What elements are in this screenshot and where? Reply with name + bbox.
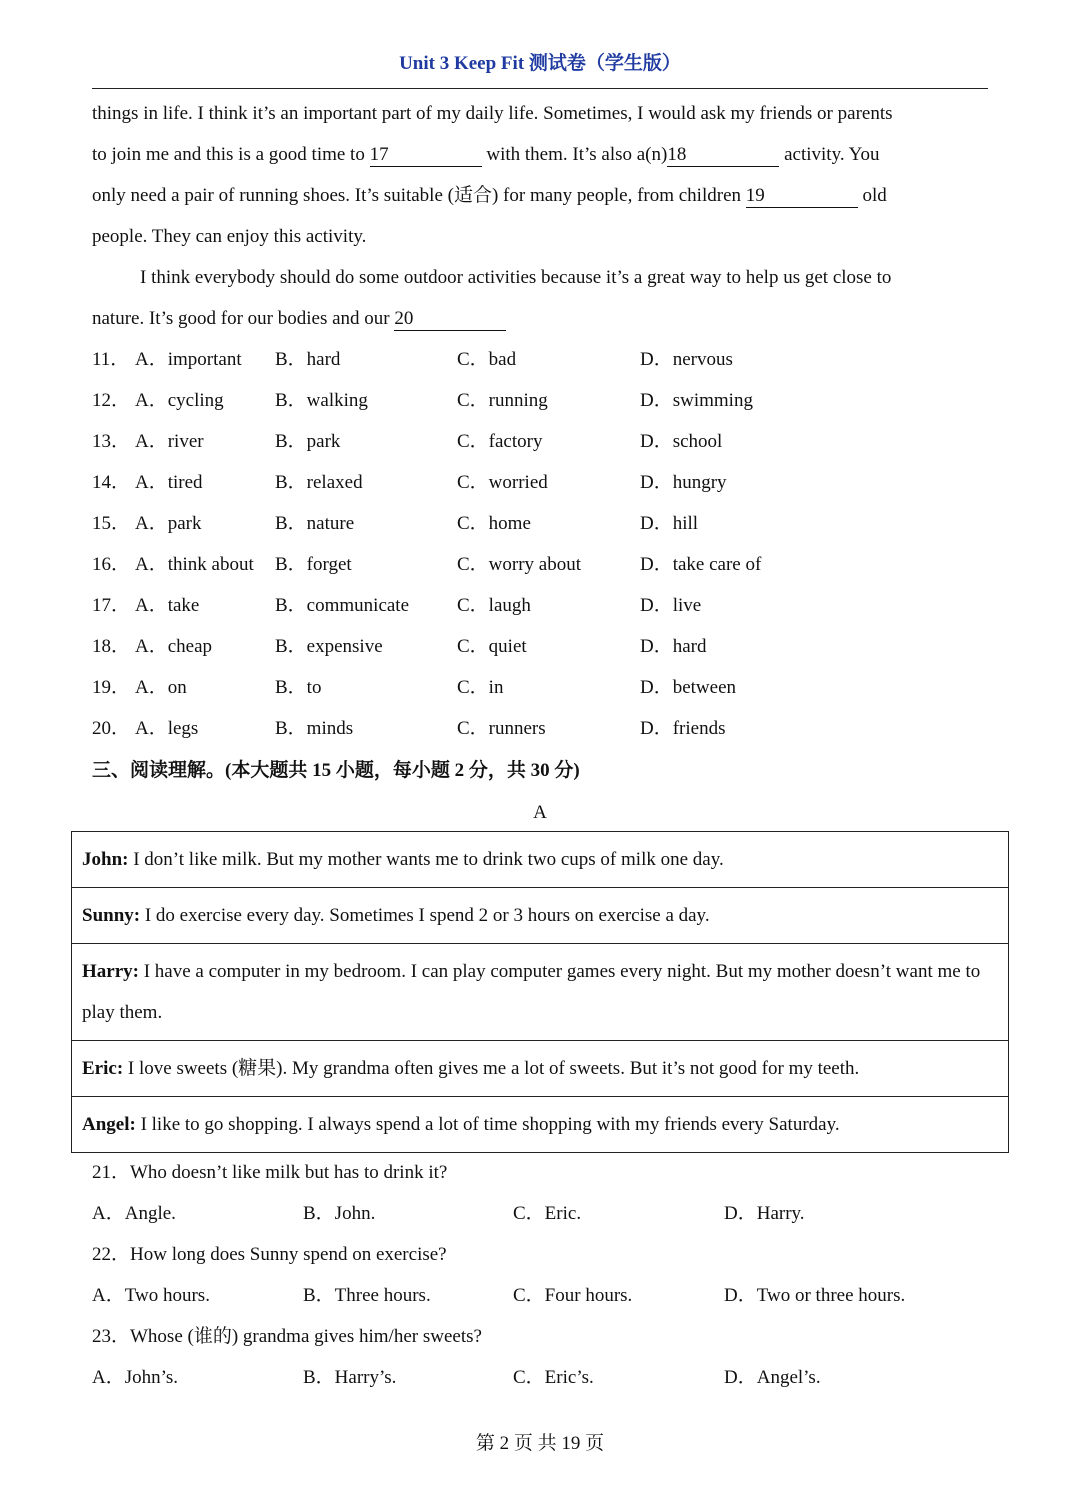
option-row (92, 544, 988, 585)
passage-line (92, 93, 988, 134)
question-number: 18． (92, 636, 131, 657)
option-b: B．Three hours. (303, 1285, 431, 1306)
speaker-name: Eric: (82, 1058, 124, 1079)
blank-20: 20 (394, 308, 506, 331)
blank-18: 18 (667, 144, 779, 167)
passage-line (92, 134, 988, 175)
page-footer: 第 2 页 共 19 页 (475, 1433, 605, 1454)
page-title: Unit 3 Keep Fit 测试卷（学生版） (399, 53, 681, 74)
question-stem: 23．Whose (谁的) grandma gives him/her sweets? (92, 1326, 482, 1347)
option-row (92, 503, 988, 544)
option-d: D．friends (640, 718, 726, 739)
speaker-text: I love sweets (糖果). My grandma often gives me a lot of sweets. But it’s not good for my teeth. (123, 1058, 860, 1079)
option-d: D．hungry (640, 472, 727, 493)
option-a: A．take (135, 595, 200, 616)
dialog-cell (72, 832, 1009, 888)
option-b: B．hard (275, 349, 341, 370)
option-b: B．forget (275, 554, 352, 575)
question-options (92, 1357, 988, 1398)
reading-questions (92, 1152, 988, 1398)
option-a: A．tired (135, 472, 203, 493)
passage-line (92, 257, 988, 298)
cloze-passage (92, 93, 988, 339)
passage-line (92, 175, 988, 216)
option-b: B．Harry’s. (303, 1367, 397, 1388)
option-d: D．swimming (640, 390, 753, 411)
option-row (92, 626, 988, 667)
option-a: A．park (135, 513, 202, 534)
question-number: 13． (92, 431, 131, 452)
option-d: D．live (640, 595, 702, 616)
option-b: B．expensive (275, 636, 383, 657)
passage-text: to join me and this is a good time to (92, 144, 370, 165)
option-a: A．river (135, 431, 204, 452)
option-row (92, 339, 988, 380)
option-b: B．walking (275, 390, 368, 411)
option-row (92, 708, 988, 749)
speaker-text: I have a computer in my bedroom. I can play computer games every night. But my mother doesn’t want me to play them. (82, 961, 981, 1023)
option-a: A．legs (135, 718, 199, 739)
question-number: 12． (92, 390, 131, 411)
passage-text: people. They can enjoy this activity. (92, 226, 367, 247)
speaker-name: Harry: (82, 961, 139, 982)
option-c: C．factory (457, 431, 543, 452)
option-b: B．communicate (275, 595, 410, 616)
passage-text: with them. It’s also a(n) (481, 144, 668, 165)
speaker-text: I like to go shopping. I always spend a lot of time shopping with my friends every Saturday. (135, 1114, 840, 1135)
option-a: A．Angle. (92, 1203, 176, 1224)
question-number: 19． (92, 677, 131, 698)
option-b: B．minds (275, 718, 354, 739)
option-b: B．to (275, 677, 322, 698)
passage-text: nature. It’s good for our bodies and our (92, 308, 395, 329)
table-row (72, 1097, 1009, 1153)
option-d: D．Harry. (724, 1203, 805, 1224)
blank-19: 19 (746, 185, 858, 208)
option-c: C．Four hours. (513, 1285, 633, 1306)
option-row (92, 421, 988, 462)
section-heading: 三、阅读理解。(本大题共 15 小题，每小题 2 分，共 30 分) (92, 760, 580, 781)
speaker-name: John: (82, 849, 129, 870)
option-b: B．relaxed (275, 472, 363, 493)
dialog-cell (72, 944, 1009, 1041)
passage-label: A (533, 802, 547, 823)
dialog-cell (72, 888, 1009, 944)
option-d: D．school (640, 431, 723, 452)
dialog-table (71, 831, 1009, 1153)
passage-text: I think everybody should do some outdoor activities because it’s a great way to help us get close to (140, 267, 892, 288)
question-number: 14． (92, 472, 131, 493)
question-options (92, 1275, 988, 1316)
dialog-cell (72, 1041, 1009, 1097)
option-d: D．take care of (640, 554, 762, 575)
option-c: C．running (457, 390, 548, 411)
option-c: C．Eric’s. (513, 1367, 594, 1388)
option-d: D．nervous (640, 349, 733, 370)
table-row (72, 832, 1009, 888)
option-a: A．on (135, 677, 187, 698)
question-stem: 21．Who doesn’t like milk but has to drink it? (92, 1162, 448, 1183)
option-c: C．Eric. (513, 1203, 582, 1224)
speaker-name: Angel: (82, 1114, 136, 1135)
question-stem: 22．How long does Sunny spend on exercise? (92, 1244, 447, 1265)
option-d: D．hill (640, 513, 699, 534)
speaker-name: Sunny: (82, 905, 141, 926)
option-c: C．bad (457, 349, 517, 370)
passage-line (92, 216, 988, 257)
speaker-text: I don’t like milk. But my mother wants me to drink two cups of milk one day. (128, 849, 724, 870)
option-row (92, 462, 988, 503)
table-row (72, 1041, 1009, 1097)
option-c: C．home (457, 513, 531, 534)
option-a: A．John’s. (92, 1367, 179, 1388)
passage-line (92, 298, 988, 339)
question-number: 17． (92, 595, 131, 616)
question-number: 20． (92, 718, 131, 739)
option-a: A．Two hours. (92, 1285, 210, 1306)
passage-text: things in life. I think it’s an important part of my daily life. Sometimes, I would ask my friends or parents (92, 103, 893, 124)
option-c: C．laugh (457, 595, 531, 616)
option-b: B．park (275, 431, 341, 452)
option-b: B．nature (275, 513, 355, 534)
option-d: D．Two or three hours. (724, 1285, 906, 1306)
option-c: C．worried (457, 472, 548, 493)
option-row (92, 585, 988, 626)
option-c: C．runners (457, 718, 546, 739)
header-divider (92, 88, 988, 89)
option-c: C．in (457, 677, 504, 698)
question-number: 16． (92, 554, 131, 575)
option-d: D．hard (640, 636, 707, 657)
option-c: C．quiet (457, 636, 527, 657)
passage-text: only need a pair of running shoes. It’s suitable (适合) for many people, from children (92, 185, 746, 206)
question-options (92, 1193, 988, 1234)
cloze-options (92, 339, 988, 749)
question-number: 11． (92, 349, 130, 370)
option-row (92, 667, 988, 708)
passage-text: old (857, 185, 887, 206)
passage-text: activity. You (779, 144, 880, 165)
option-a: A．cycling (135, 390, 224, 411)
option-a: A．think about (135, 554, 254, 575)
table-row (72, 944, 1009, 1041)
option-b: B．John. (303, 1203, 376, 1224)
blank-17: 17 (370, 144, 482, 167)
question-number: 15． (92, 513, 131, 534)
option-a: A．cheap (135, 636, 213, 657)
option-d: D．between (640, 677, 737, 698)
option-row (92, 380, 988, 421)
option-c: C．worry about (457, 554, 582, 575)
table-row (72, 888, 1009, 944)
option-d: D．Angel’s. (724, 1367, 821, 1388)
dialog-cell (72, 1097, 1009, 1153)
speaker-text: I do exercise every day. Sometimes I spend 2 or 3 hours on exercise a day. (140, 905, 710, 926)
option-a: A．important (135, 349, 242, 370)
